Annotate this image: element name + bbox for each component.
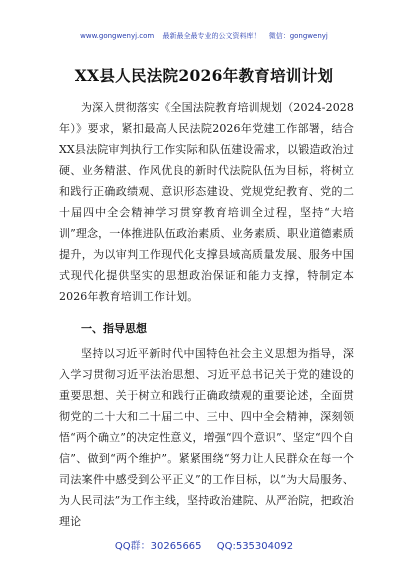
document-title: XX县人民法院2026年教育培训计划 (74, 66, 334, 85)
intro-paragraph: 为深入贯彻落实《全国法院教育培训规划（2024-2028年）》要求，紧扣最高人民法院2026年党建工作部署，结合XX县法院审判执行工作实际和队伍建设需求，以锻造政治过硬、业务精湛、作风优良的新时代法院队伍为目标，将树立和践行正确政绩观、意识形态建设、党规党纪教育、党的二十届四中全会精神学习贯穿教育培训全过程，坚持“大培训”理念，一体推进队伍政治素质、业务素质、职业道德素质提升，为以审判工作现代化支撑县域高质量发展、服务中国式现代化提供坚实的思想政治保证和能力支撑，特制定本2026年教育培训工作计划。 (59, 101, 354, 303)
header-website-link[interactable]: www.gongwenyj.com (80, 32, 155, 40)
footer-qq-group: QQ群：30265665 (114, 541, 202, 552)
footer-banner (0, 537, 408, 552)
section-paragraph-guiding-ideology: 坚持以习近平新时代中国特色社会主义思想为指导，深入学习贯彻习近平法治思想、习近平总书记关于党的建设的重要思想、关于树立和践行正确政绩观的重要论述，全面贯彻党的二十大和二十届二中、三中、四中全会精神，深刻领悟“两个确立”的决定性意义，增强“四个意识”、坚定“四个自信”、做到“两个维护”。紧紧围绕“努力让人民群众在每一个司法案件中感受到公平正义”的工作目标，以“为大局服务、为人民司法”为工作主线，坚持政治建院、从严治院，把政治理论 (59, 347, 355, 528)
section-heading-guiding-ideology: 一、指导思想 (81, 322, 147, 335)
header-wechat: 微信：gongwenyj (268, 32, 328, 40)
footer-qq-contact: QQ:535304092 (216, 541, 294, 552)
header-banner (0, 31, 408, 41)
header-slogan: 最新最全最专业的公文资料库！ (162, 32, 261, 40)
